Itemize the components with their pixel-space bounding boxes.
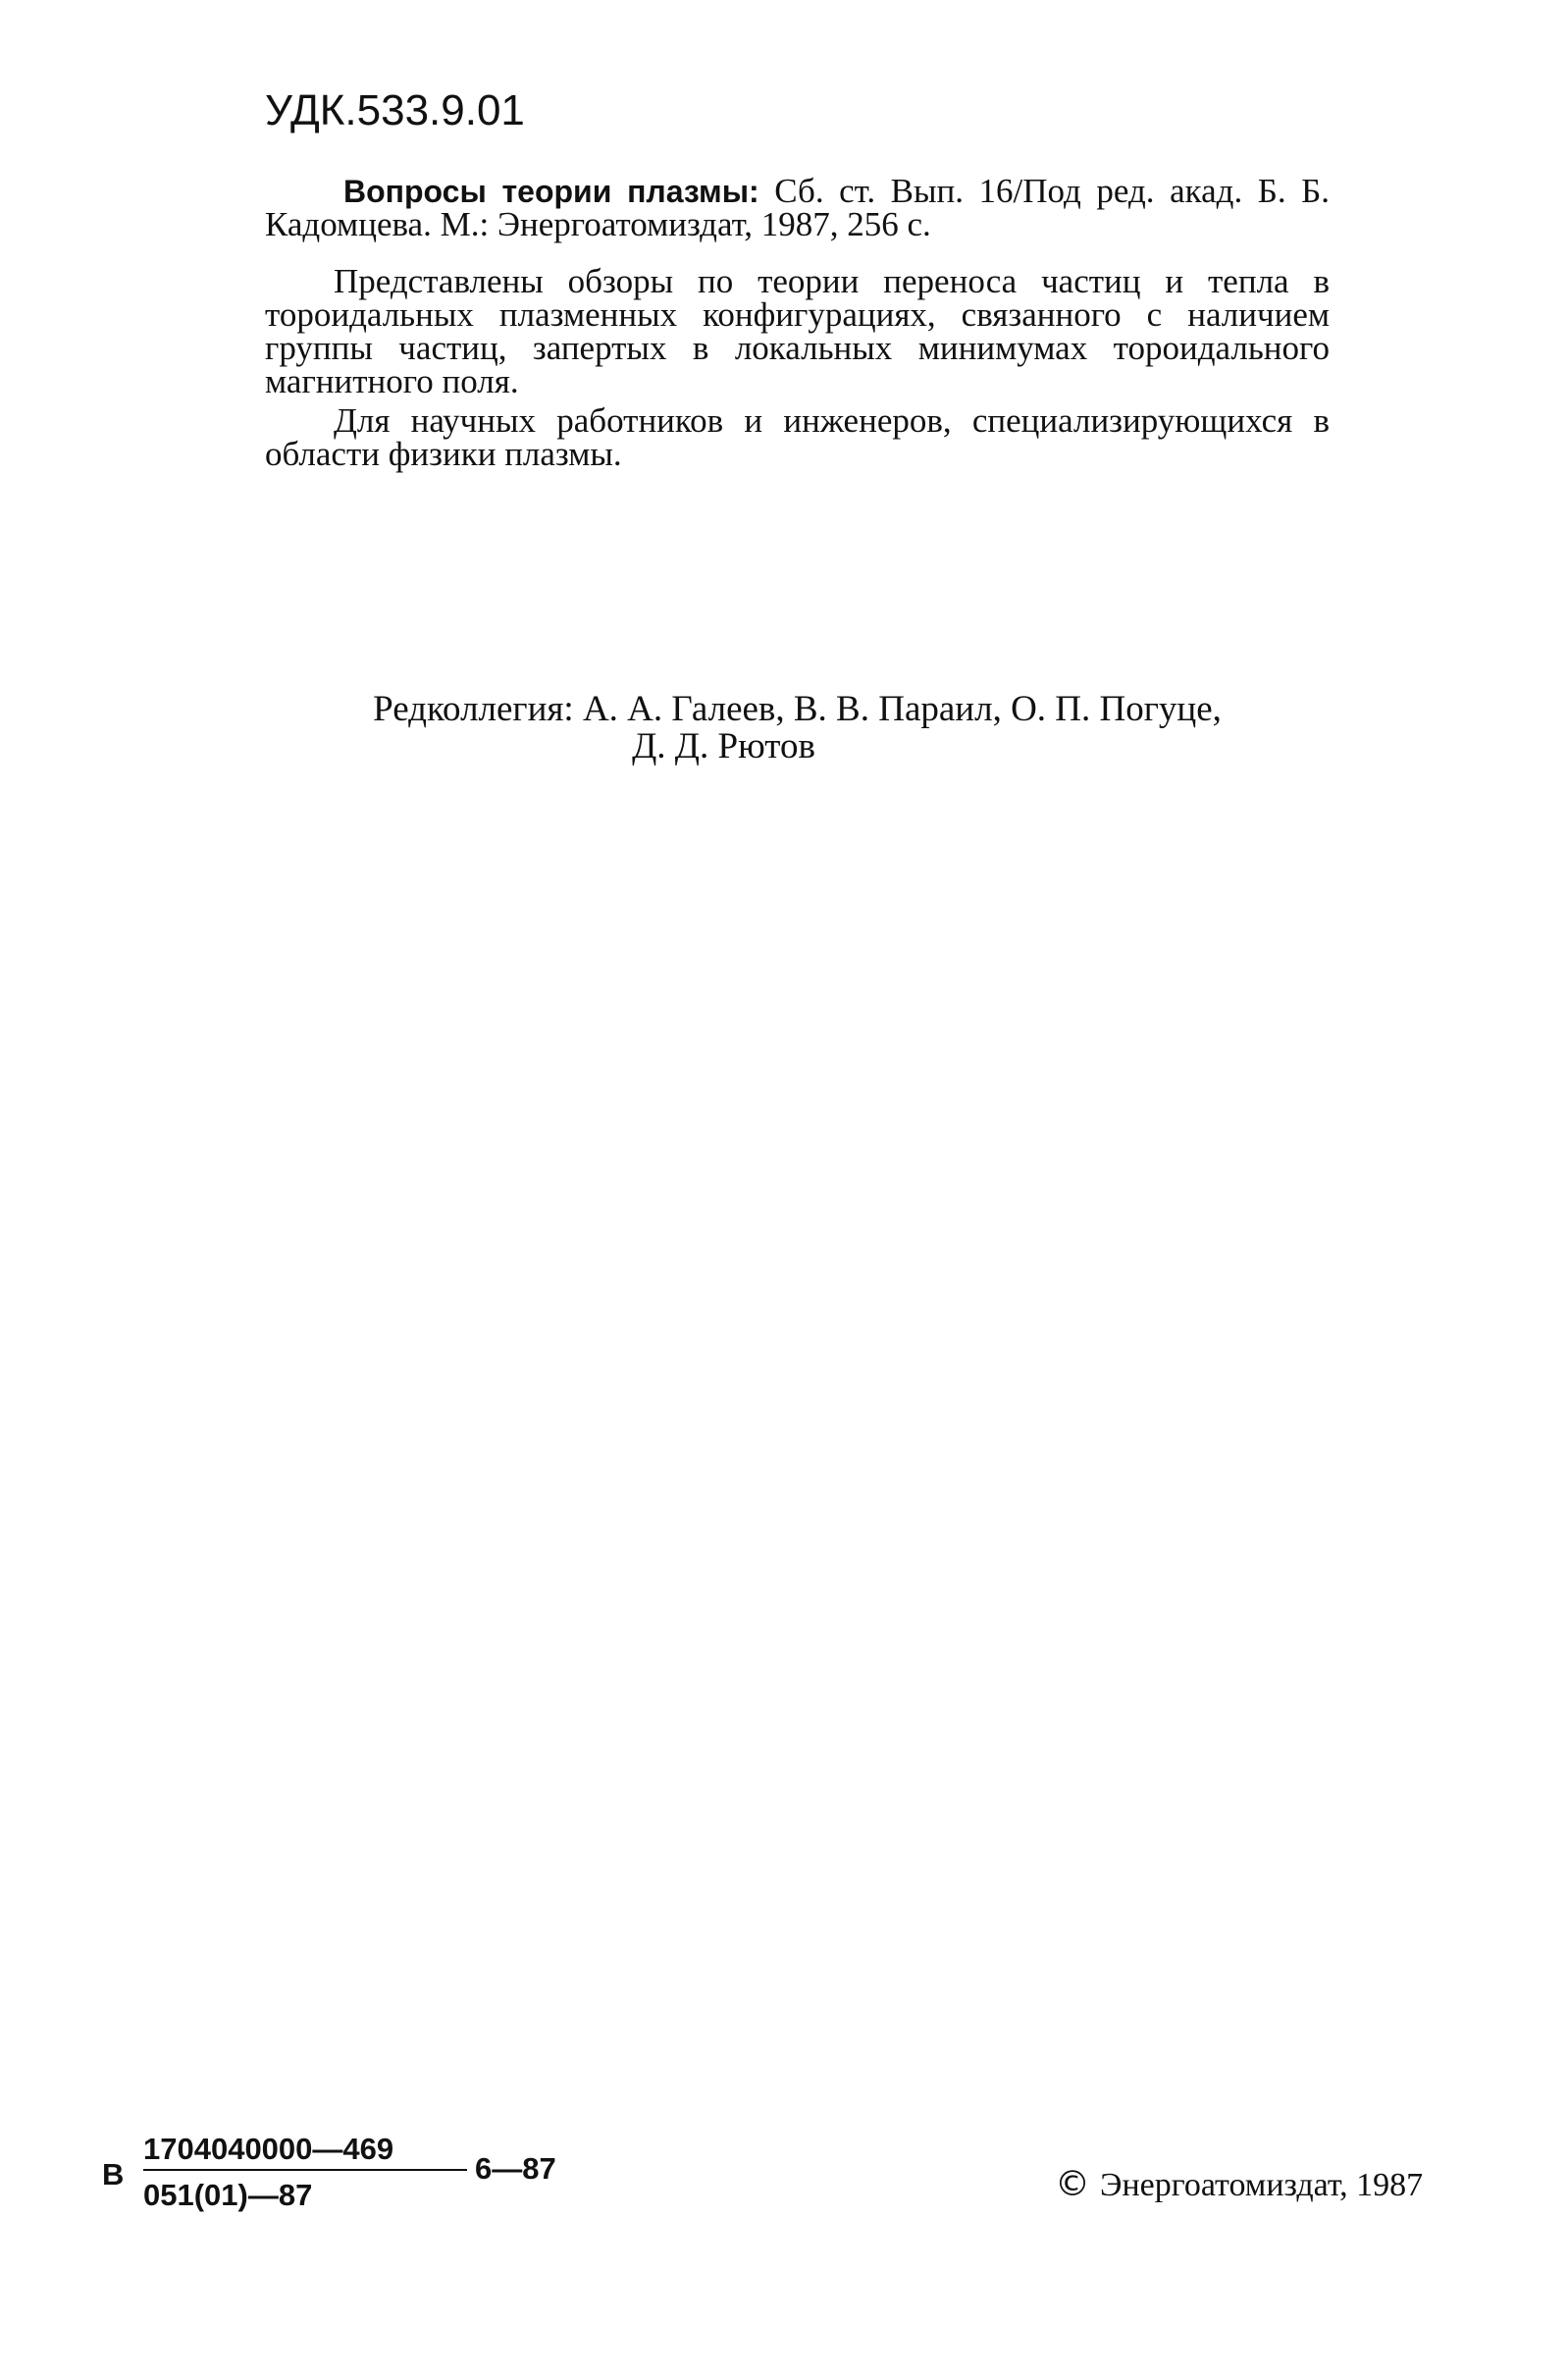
publication-code-denominator: 051(01)—87 [143,2178,313,2212]
publication-code-letter: В [102,2157,125,2191]
copyright-notice [1055,2164,1423,2204]
bibliographic-title: Вопросы теории плазмы: [343,174,759,209]
editorial-board-line2: Д. Д. Рютов [632,726,815,766]
bibliographic-entry [265,172,1330,243]
publication-code-numerator: 1704040000—469 [143,2132,394,2166]
editorial-board-line1: Редколлегия: А. А. Галеев, В. В. Параил, О. П. Погуце, [373,689,1222,729]
audience-paragraph: Для научных работников и инженеров, специализирующихся в области физики плазмы. [265,401,1330,473]
editorial-board [265,691,1330,766]
copyright-icon: © [1055,2164,1090,2204]
copyright-text: Энергоатомиздат, 1987 [1100,2167,1424,2203]
udk-code: УДК.533.9.01 [265,86,525,134]
publication-code-fraction [143,2130,467,2216]
fraction-bar [143,2169,467,2171]
bibliographic-details: Сб. ст. Вып. 16/Под ред. акад. Б. Б. Кадомцева. М.: Энергоатомиздат, 1987, 256 с. [265,172,1330,243]
annotation-paragraph: Представлены обзоры по теории переноса частиц и тепла в тороидальных плазменных конфигурациях, связанного с наличием группы частиц, запертых в локальных минимумах тороидального магнитного поля. [265,262,1330,400]
publication-code-suffix: 6—87 [475,2151,556,2186]
